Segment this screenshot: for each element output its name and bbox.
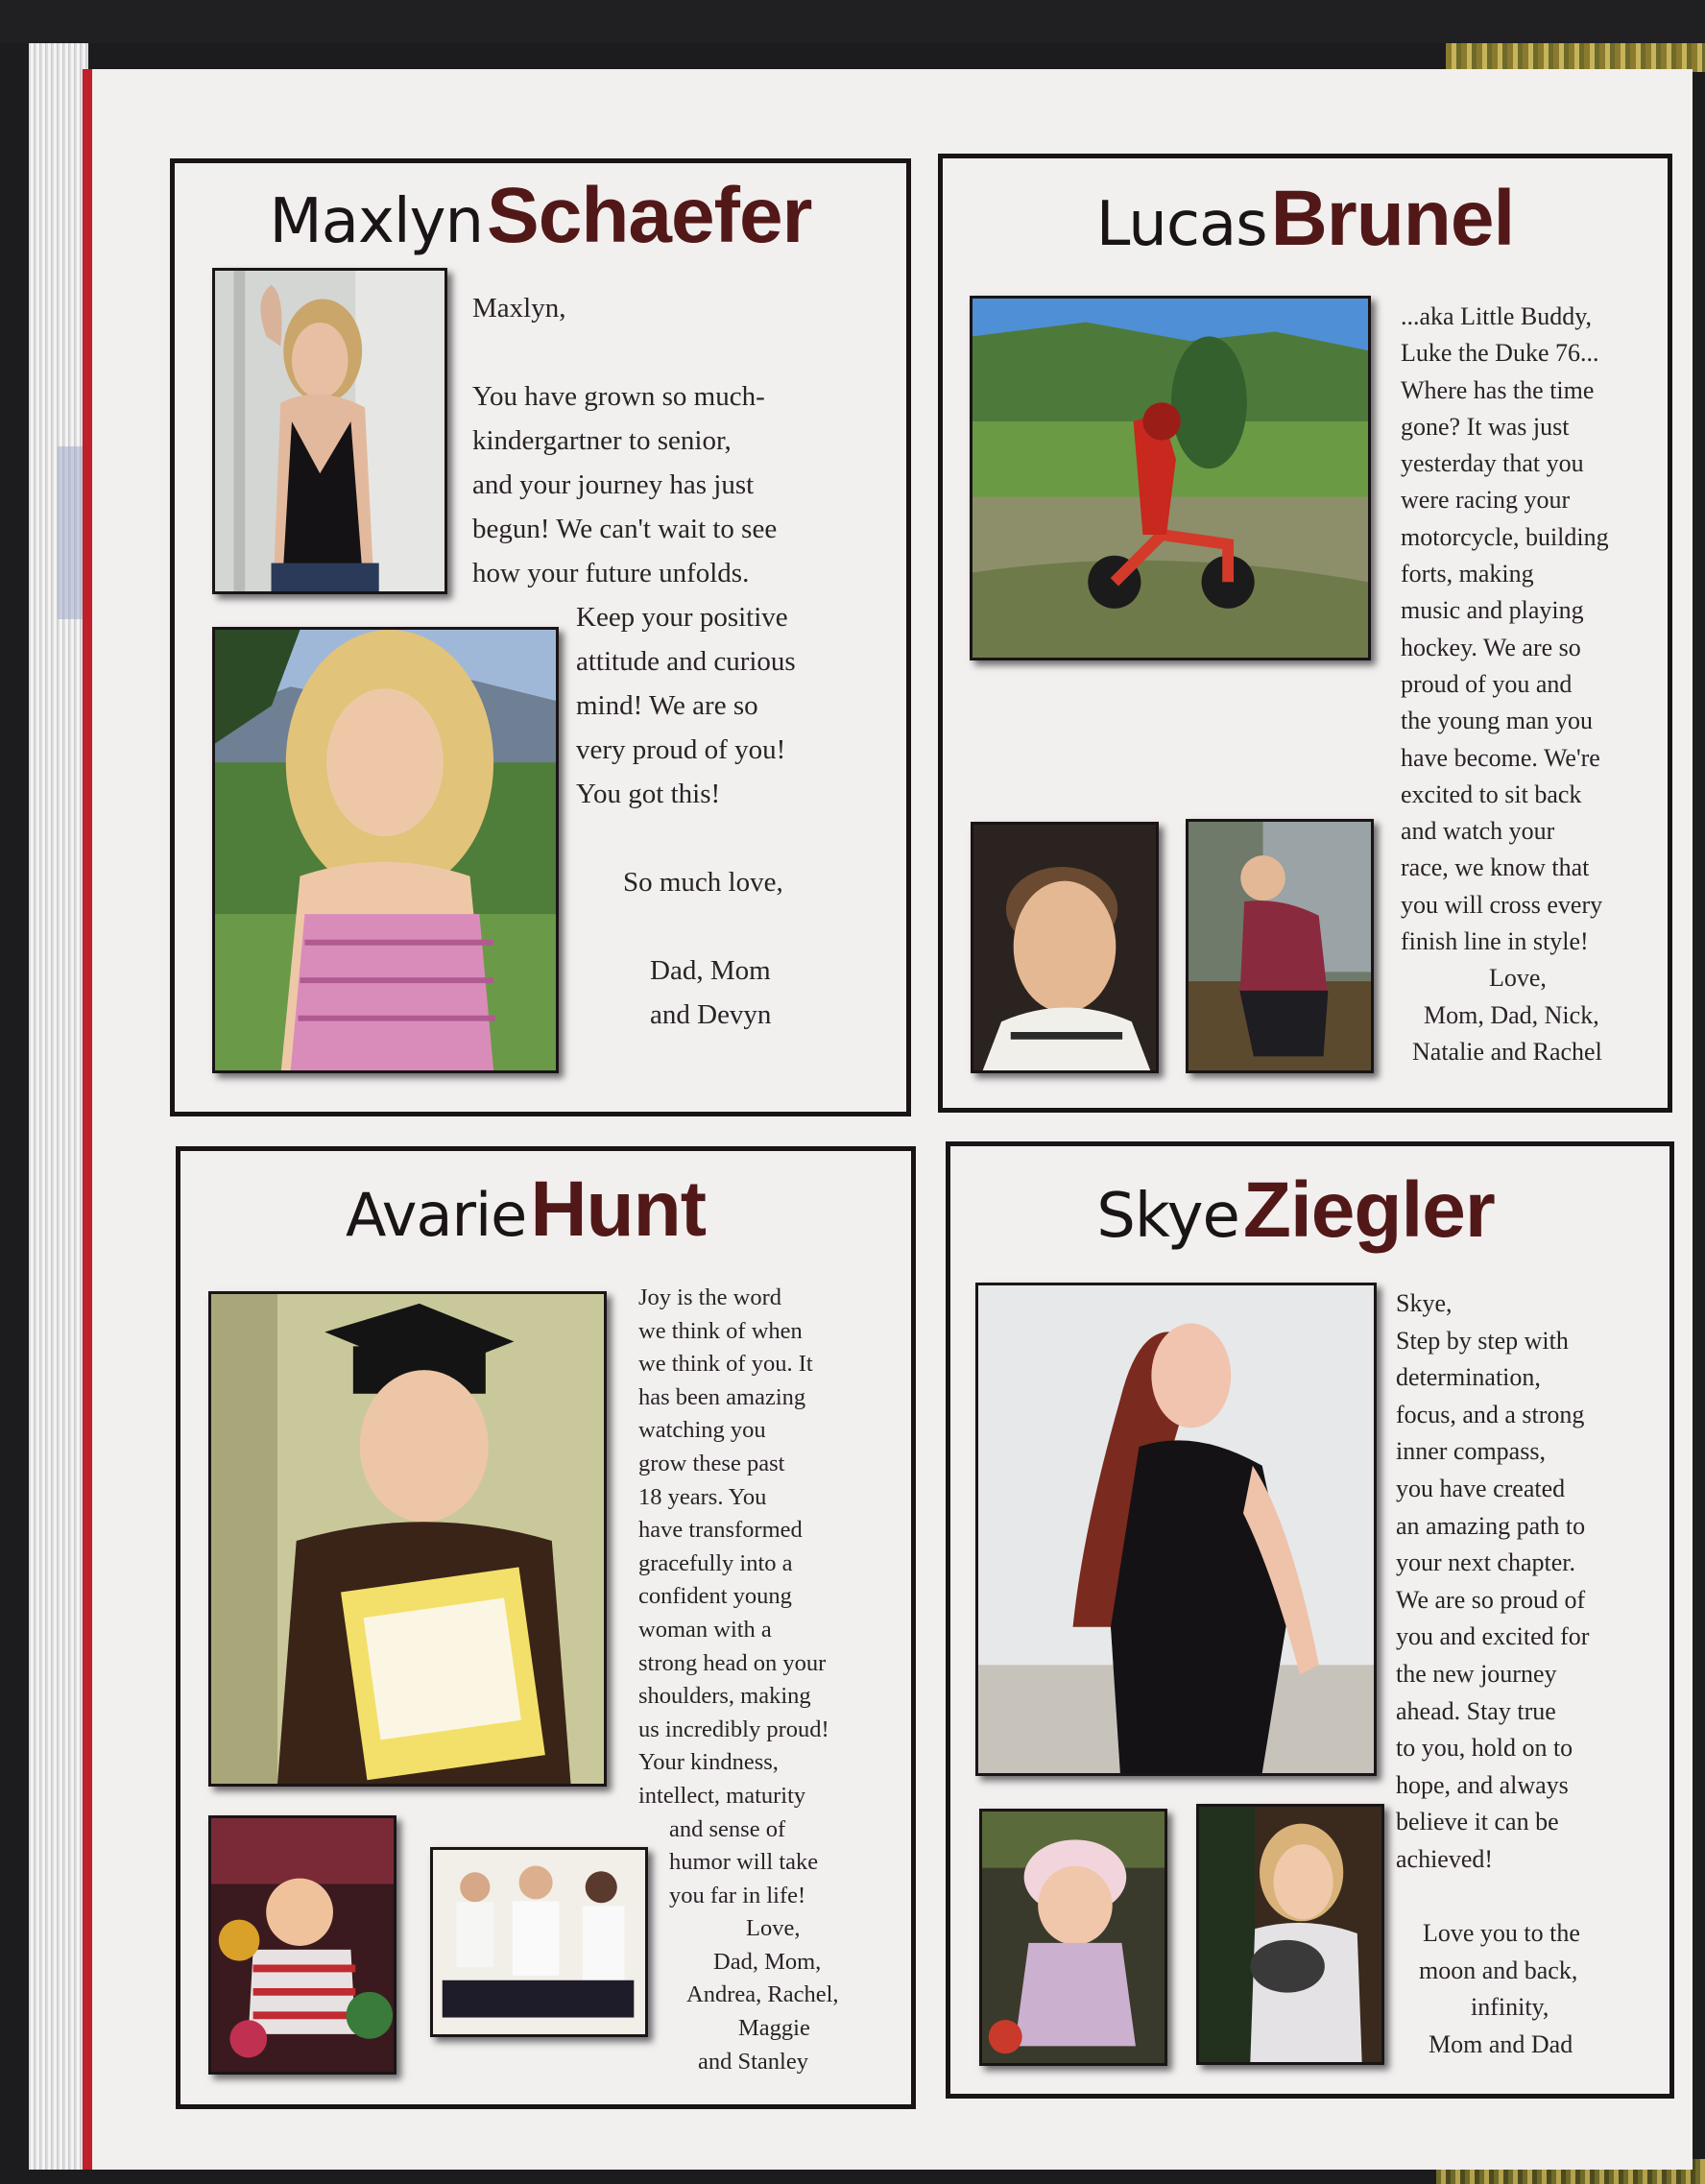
senior-ad-card-lucas: [938, 154, 1672, 1113]
message-line: [472, 330, 796, 374]
message-line: attitude and curious: [576, 646, 796, 677]
message-line: Maggie: [738, 2015, 810, 2042]
message-line: moon and back,: [1419, 1956, 1578, 1984]
message-line: Mom, Dad, Nick,: [1424, 1000, 1599, 1029]
message-line: you will cross every: [1401, 890, 1603, 919]
message-line: [472, 904, 796, 948]
message-line: and your journey has just: [472, 469, 755, 500]
message-text: [1401, 299, 1609, 1070]
message-line: woman with a: [638, 1616, 772, 1643]
message-line: kindergartner to senior,: [472, 425, 732, 456]
message-line: inner compass,: [1396, 1437, 1546, 1466]
message-line: we think of when: [638, 1317, 803, 1344]
message-line: Where has the time: [1401, 375, 1595, 404]
message-line: So much love,: [623, 867, 783, 898]
message-line: and sense of: [669, 1815, 786, 1842]
message-line: confident young: [638, 1583, 792, 1610]
message-line: and Devyn: [650, 999, 772, 1030]
message-line: you and excited for: [1396, 1622, 1590, 1651]
message-line: ...aka Little Buddy,: [1401, 302, 1593, 330]
message-line: You have grown so much-: [472, 381, 765, 412]
message-line: have transformed: [638, 1517, 803, 1544]
message-line: Love you to the: [1423, 1919, 1580, 1948]
message-line: Keep your positive: [576, 602, 788, 633]
message-line: grow these past: [638, 1450, 785, 1476]
message-line: Andrea, Rachel,: [686, 1981, 839, 2008]
last-name: Ziegler: [1242, 1166, 1495, 1254]
message-line: determination,: [1396, 1363, 1541, 1392]
message-line: has been amazing: [638, 1383, 806, 1410]
message-line: have become. We're: [1401, 743, 1600, 772]
card-title: [175, 172, 906, 259]
message-line: the new journey: [1396, 1659, 1557, 1688]
message-line: and watch your: [1401, 817, 1555, 846]
message-line: you far in life!: [669, 1882, 806, 1908]
last-name: Brunel: [1270, 175, 1515, 262]
message-line: watching you: [638, 1417, 766, 1444]
message-line: mind! We are so: [576, 690, 758, 721]
message-line: believe it can be: [1396, 1808, 1559, 1836]
message-line: race, we know that: [1401, 853, 1590, 882]
message-line: shoulders, making: [638, 1683, 811, 1710]
message-line: very proud of you!: [576, 734, 786, 765]
first-name: Lucas: [1095, 189, 1267, 260]
message-line: and Stanley: [698, 2048, 808, 2075]
message-line: excited to sit back: [1401, 780, 1582, 808]
message-line: Dad, Mom,: [713, 1948, 822, 1975]
message-line: begun! We can't wait to see: [472, 514, 778, 544]
message-line: us incredibly proud!: [638, 1716, 829, 1742]
last-name: Hunt: [530, 1165, 707, 1253]
baby-photo: [979, 1809, 1167, 2066]
message-line: Skye,: [1396, 1289, 1453, 1317]
message-line: humor will take: [669, 1849, 819, 1876]
message-line: we think of you. It: [638, 1351, 813, 1378]
message-line: You got this!: [576, 779, 721, 809]
message-line: hockey. We are so: [1401, 633, 1581, 661]
message-line: motorcycle, building: [1401, 522, 1609, 551]
senior-ad-card-avarie: [176, 1146, 916, 2109]
message-line: you have created: [1396, 1474, 1566, 1502]
message-text: [638, 1282, 839, 2078]
message-line: music and playing: [1401, 596, 1584, 625]
message-line: Step by step with: [1396, 1326, 1569, 1355]
message-line: Dad, Mom: [650, 955, 771, 986]
message-line: 18 years. You: [638, 1483, 767, 1510]
card-title: [922, 1166, 1669, 1254]
card-title: [943, 175, 1668, 262]
message-text: [472, 286, 796, 1037]
message-text: [1396, 1285, 1589, 2063]
message-line: hope, and always: [1396, 1770, 1569, 1799]
senior-portrait-photo: [1186, 819, 1374, 1073]
message-line: intellect, maturity: [638, 1782, 806, 1809]
message-line: yesterday that you: [1401, 449, 1584, 478]
childhood-portrait-photo: [971, 822, 1159, 1073]
senior-portrait-photo: [975, 1283, 1377, 1776]
first-name: Skye: [1096, 1181, 1239, 1252]
message-line: achieved!: [1396, 1844, 1494, 1873]
message-line: gone? It was just: [1401, 412, 1570, 441]
message-line: [472, 816, 796, 860]
message-line: Luke the Duke 76...: [1401, 339, 1599, 368]
message-line: the young man you: [1401, 707, 1594, 735]
message-line: proud of you and: [1401, 669, 1573, 698]
message-line: forts, making: [1401, 560, 1534, 588]
message-line: focus, and a strong: [1396, 1400, 1585, 1428]
message-line: were racing your: [1401, 486, 1571, 515]
baby-photo: [208, 1815, 396, 2075]
message-line: how your future unfolds.: [472, 558, 750, 588]
senior-ad-card-maxlyn: [170, 158, 911, 1116]
message-line: Joy is the word: [638, 1284, 782, 1310]
message-line: gracefully into a: [638, 1549, 793, 1576]
page-stack-edges: [29, 43, 88, 2170]
motocross-photo: [970, 296, 1371, 660]
message-line: Maxlyn,: [472, 293, 566, 324]
message-line: to you, hold on to: [1396, 1734, 1573, 1763]
message-line: ahead. Stay true: [1396, 1696, 1556, 1725]
backdrop: [0, 0, 1705, 43]
spine-stripe: [83, 69, 92, 2170]
message-line: infinity,: [1471, 1993, 1549, 2022]
first-name: Maxlyn: [269, 186, 484, 257]
message-line: your next chapter.: [1396, 1548, 1575, 1577]
last-name: Schaefer: [487, 172, 812, 259]
first-name: Avarie: [345, 1180, 527, 1250]
graduation-photo: [208, 1291, 607, 1787]
message-line: Mom and Dad: [1429, 2029, 1573, 2058]
message-line: [1396, 1879, 1589, 1916]
message-line: Your kindness,: [638, 1749, 779, 1776]
childhood-photo: [1196, 1804, 1384, 2065]
message-line: Love,: [746, 1915, 801, 1942]
family-photo: [430, 1847, 648, 2037]
message-line: strong head on your: [638, 1649, 827, 1676]
message-line: finish line in style!: [1401, 927, 1589, 956]
message-line: Natalie and Rachel: [1412, 1037, 1602, 1066]
card-title: [140, 1165, 911, 1253]
gold-cover-edge: [1446, 43, 1705, 72]
senior-portrait-photo: [212, 268, 447, 594]
message-line: an amazing path to: [1396, 1511, 1586, 1540]
message-line: Love,: [1489, 964, 1547, 993]
message-line: We are so proud of: [1396, 1585, 1586, 1614]
senior-ad-card-skye: [946, 1141, 1674, 2099]
